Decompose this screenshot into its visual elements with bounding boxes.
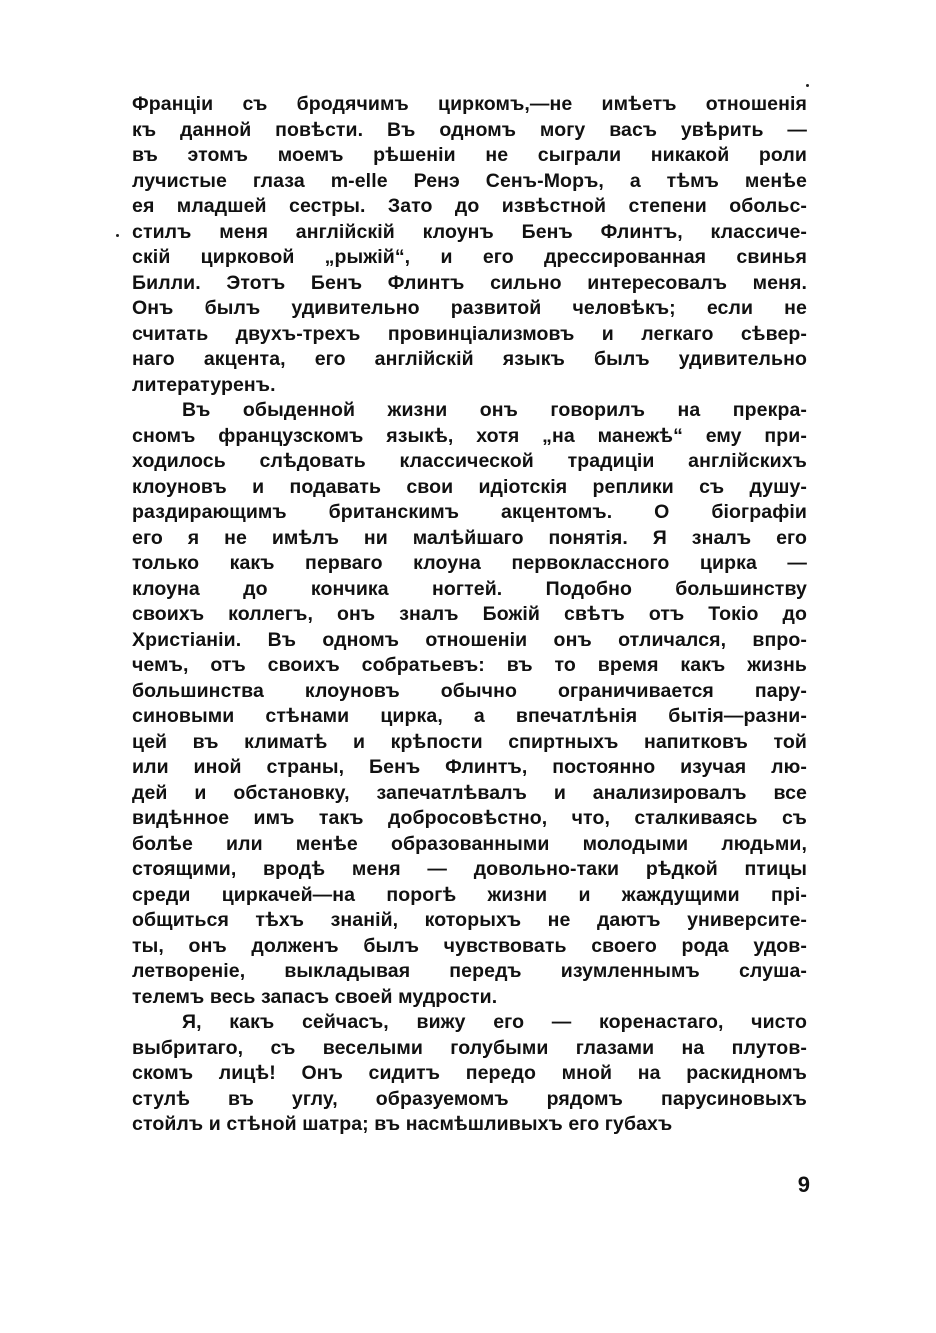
text-line: только какъ перваго клоуна первоклассного цирка —: [132, 552, 807, 574]
text-line: телемъ весь запасъ своей мудрости.: [132, 985, 498, 1008]
text-line: Я, какъ сейчасъ, вижу его — коренастаго, чисто: [182, 1011, 807, 1033]
text-line: ходилось слѣдовать классической традиціи англійскихъ: [132, 450, 807, 472]
text-line: своихъ коллегъ, онъ зналъ Божій свѣтъ отъ Токіо до: [132, 603, 807, 625]
text-line: ея младшей сестры. Зато до извѣстной степени обольс-: [132, 195, 807, 217]
text-line: считать двухъ-трехъ провинціализмовъ и легкаго сѣвер-: [132, 322, 807, 345]
text-line: Онъ былъ удивительно развитой человѣкъ; если не: [132, 297, 807, 319]
text-line: стойлъ и стѣной шатра; въ насмѣшливыхъ его губахъ: [132, 1113, 673, 1135]
text-line: дей и обстановку, запечатлѣвалъ и анализировалъ все: [132, 781, 807, 804]
text-line: болѣе или менѣе образованными молодыми людьми,: [132, 832, 807, 855]
text-line: клоуна до кончика ногтей. Подобно большинству: [132, 577, 807, 600]
text-line: чемъ, отъ своихъ собратьевъ: въ то время какъ жизнь: [132, 654, 807, 676]
text-line: синовыми стѣнами цирка, а впечатлѣнія бытія—разни-: [132, 705, 807, 727]
text-line: большинства клоуновъ обычно ограничивается пару-: [132, 679, 807, 702]
text-line: раздирающимъ британскимъ акцентомъ. О біографіи: [132, 501, 807, 523]
print-speck: [116, 234, 119, 237]
text-line: цей въ климатѣ и крѣпости спиртныхъ напитковъ той: [132, 730, 807, 753]
text-line: клоуновъ и подавать свои идіотскія реплики съ душу-: [132, 475, 807, 498]
text-line: стулѣ въ углу, образуемомъ рядомъ парусиновыхъ: [132, 1087, 807, 1110]
text-line: выбритаго, съ веселыми голубыми глазами на плутов-: [132, 1036, 807, 1059]
text-line: въ этомъ моемъ рѣшеніи не сыграли никакой роли: [132, 144, 807, 166]
page-number: 9: [797, 1172, 810, 1197]
text-line: или иной страны, Бенъ Флинтъ, постоянно изучая лю-: [132, 756, 807, 778]
text-line: видѣнное имъ такъ добросовѣстно, что, сталкиваясь съ: [132, 807, 807, 829]
text-line: лучистые глаза m-elle Ренэ Сенъ-Моръ, а тѣмъ менѣе: [132, 169, 807, 192]
text-line: стоящими, вродѣ меня — довольно-таки рѣдкой птицы: [132, 858, 807, 880]
text-line: Въ обыденной жизни онъ говорилъ на прекра-: [182, 399, 807, 421]
text-line: стилъ меня англійскій клоунъ Бенъ Флинтъ, классиче-: [132, 220, 807, 243]
text-line: его я не имѣлъ ни малѣйшаго понятія. Я зналъ его: [132, 526, 807, 549]
paragraph: [132, 1010, 807, 1138]
text-line: среди циркачей—на порогѣ жизни и жаждущими прі-: [132, 883, 807, 906]
text-line: скій цирковой „рыжій“, и его дрессированная свинья: [132, 246, 807, 268]
text-line: Билли. Этотъ Бенъ Флинтъ сильно интересовалъ меня.: [132, 271, 807, 294]
page-body-text: [132, 92, 807, 1138]
text-line: сномъ французскомъ языкѣ, хотя „на манежѣ“ ему при-: [132, 424, 807, 447]
text-line: летвореніе, выкладывая передъ изумленнымъ слуша-: [132, 960, 807, 982]
text-line: скомъ лицѣ! Онъ сидитъ передо мной на раскидномъ: [132, 1062, 807, 1084]
text-line: ты, онъ долженъ былъ чувствовать своего рода удов-: [132, 934, 807, 957]
paragraph: [132, 92, 807, 398]
paragraph: [132, 398, 807, 1010]
text-line: наго акцента, его англійскій языкъ былъ удивительно: [132, 348, 807, 370]
print-speck: [806, 84, 809, 87]
text-line: Франціи съ бродячимъ циркомъ,—не имѣетъ отношенія: [132, 93, 807, 115]
text-line: литературенъ.: [132, 373, 276, 396]
text-line: Христіаніи. Въ одномъ отношеніи онъ отличался, впро-: [132, 628, 807, 651]
text-line: общиться тѣхъ знаній, которыхъ не даютъ университе-: [132, 909, 807, 931]
text-line: къ данной повѣсти. Въ одномъ могу васъ увѣрить —: [132, 118, 807, 141]
